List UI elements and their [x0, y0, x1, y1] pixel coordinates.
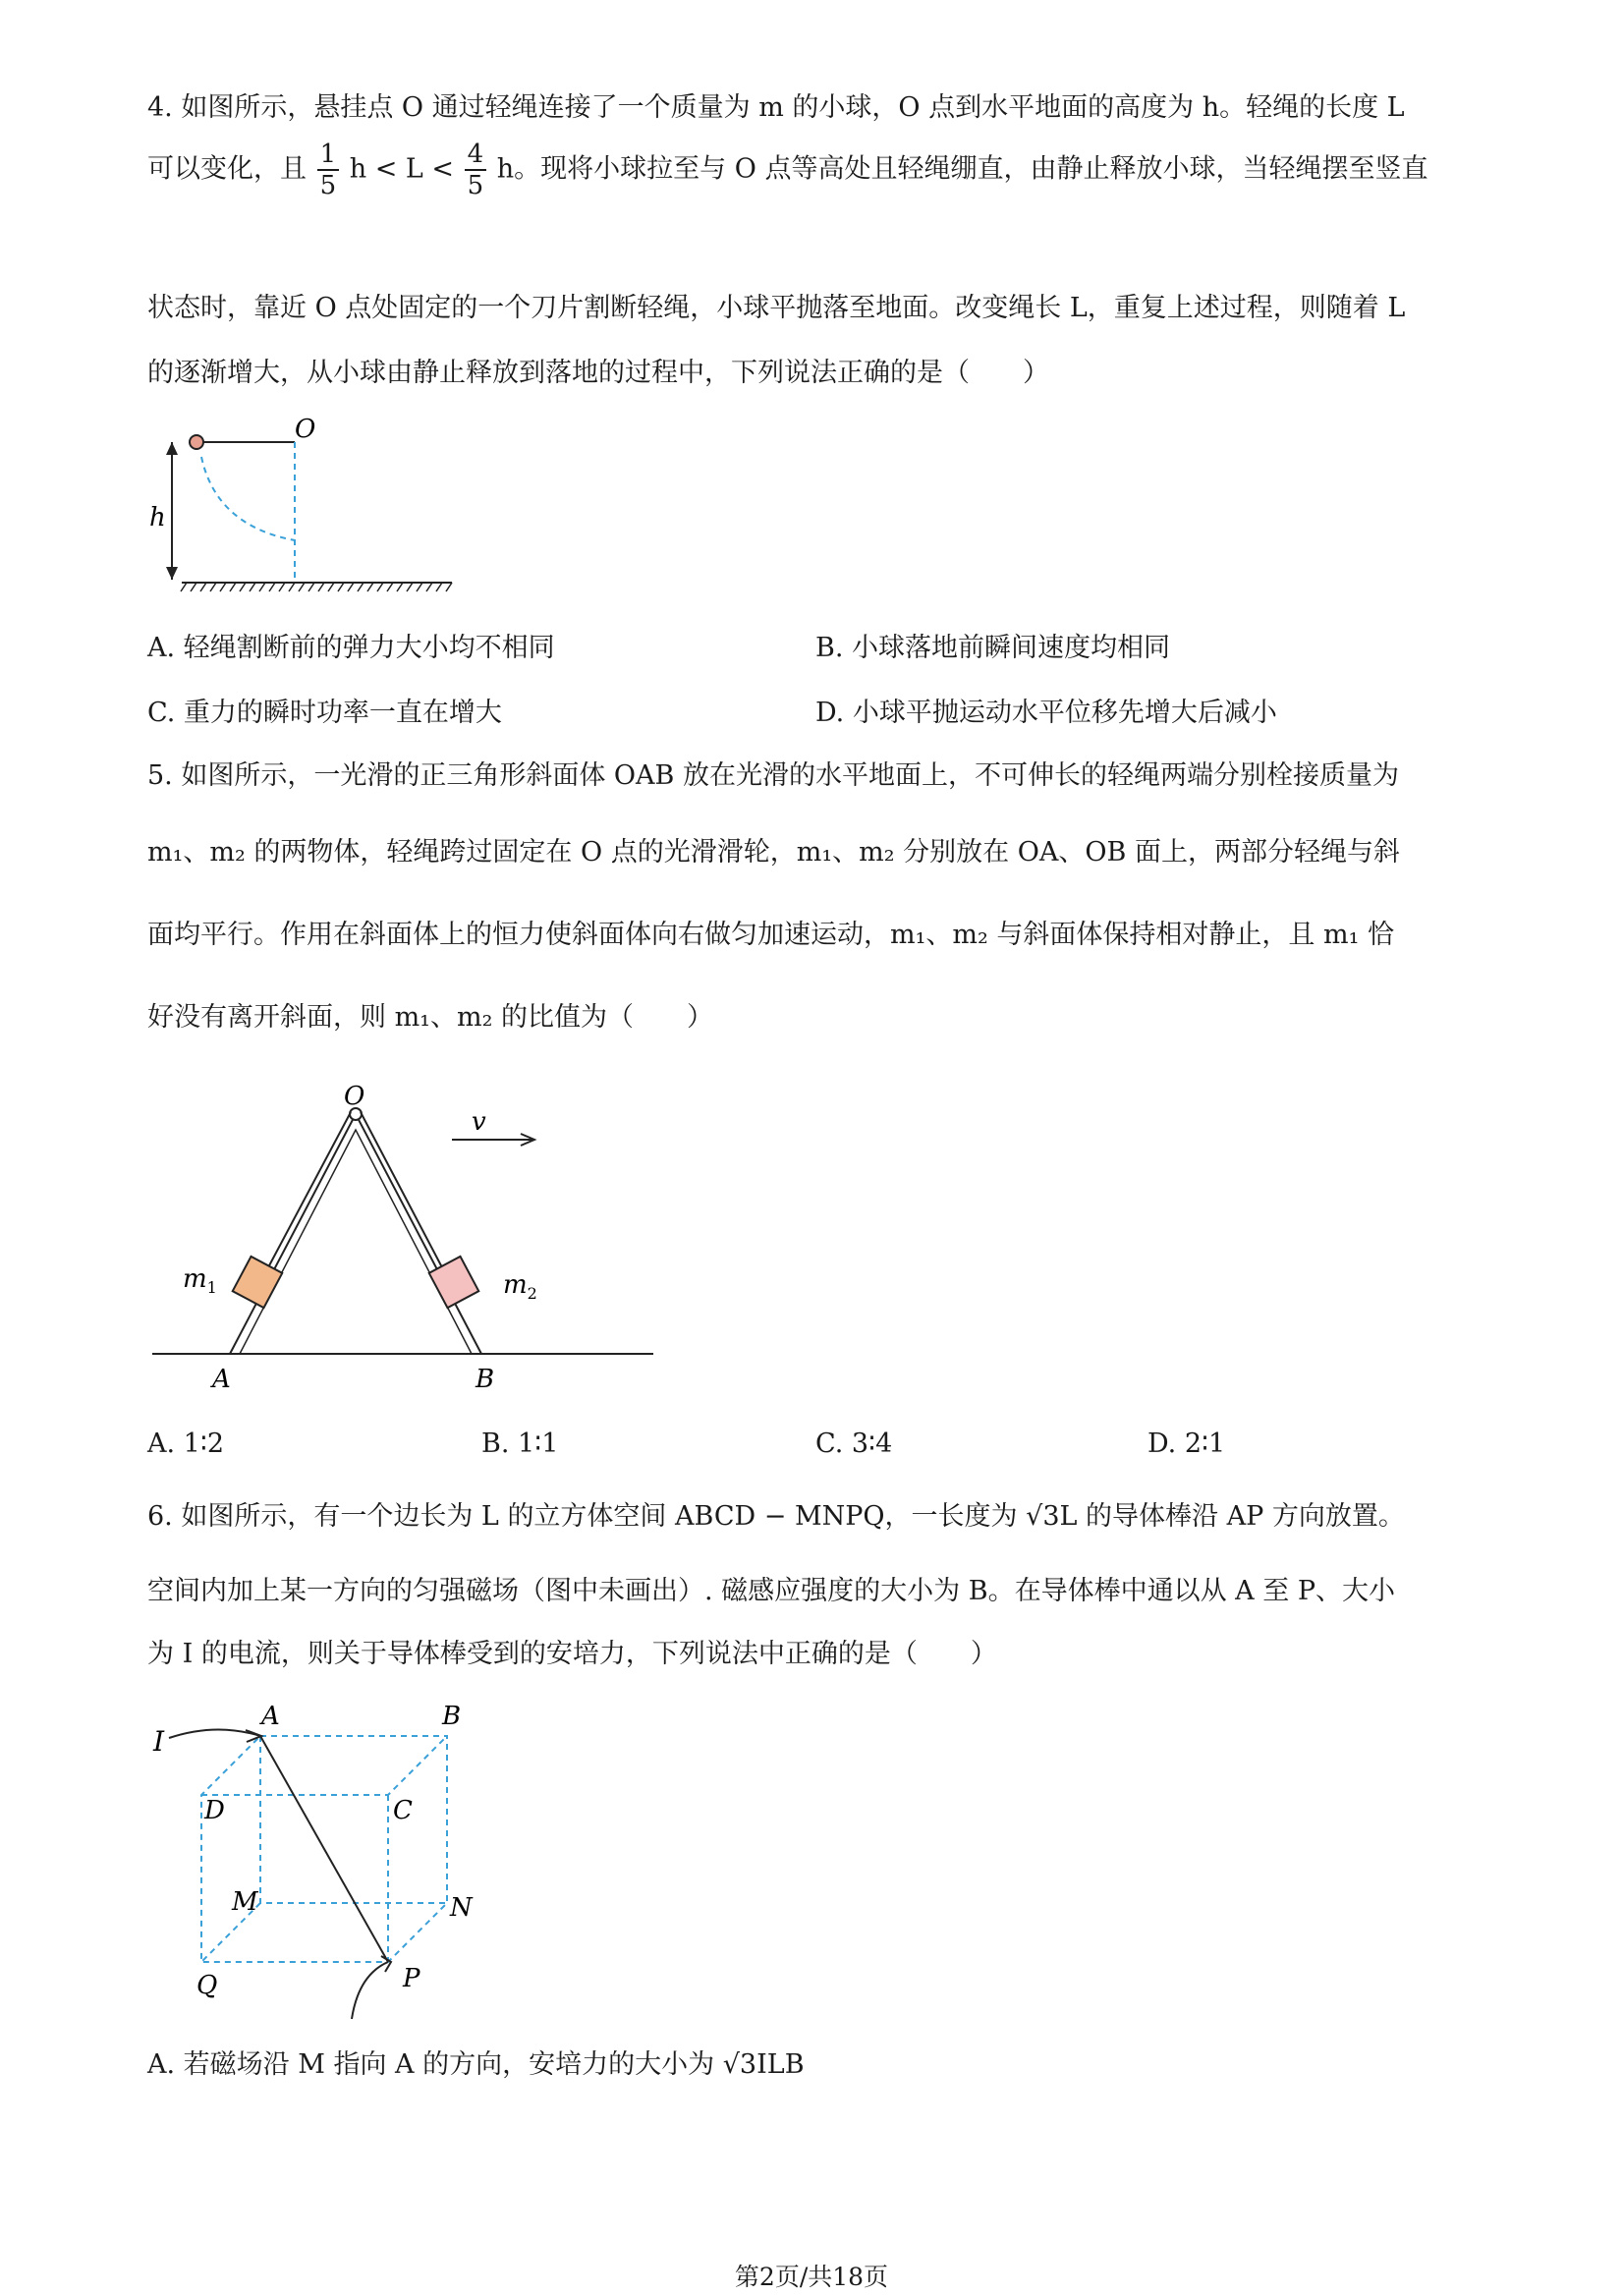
- q5-label-v: v: [472, 1107, 486, 1137]
- q4-pendulum-figure: [147, 418, 462, 594]
- q5-rope-left: [267, 1112, 351, 1269]
- q4-inequality-middle: h < L <: [349, 153, 455, 185]
- q4-option-c[interactable]: C. 重力的瞬时功率一直在增大: [147, 698, 502, 728]
- q5-block-m1: [233, 1257, 283, 1308]
- q5-label-a: A: [212, 1365, 231, 1394]
- q4-ground-hatch: [181, 583, 452, 591]
- q6-option-a[interactable]: A. 若磁场沿 M 指向 A 的方向，安培力的大小为 √3ILB: [147, 2049, 805, 2080]
- q4-line-3: 状态时，靠近 O 点处固定的一个刀片割断轻绳，小球平抛落至地面。改变绳长 L，重复上述过程，则随着 L: [147, 293, 1406, 323]
- q6-line-1: 6. 如图所示，有一个边长为 L 的立方体空间 ABCD − MNPQ，一长度为 √3L 的导体棒沿 AP 方向放置。: [147, 1501, 1405, 1532]
- q6-line-3: 为 I 的电流，则关于导体棒受到的安培力，下列说法中正确的是（ ）: [147, 1639, 997, 1669]
- q5-label-b: B: [476, 1365, 495, 1394]
- q4-fraction-1: $\frac{1}{5}$: [317, 140, 340, 200]
- q6-current-wire-out: [352, 1962, 388, 2019]
- q4-arrowhead-up: [166, 442, 178, 455]
- q6-label-c: C: [393, 1796, 413, 1825]
- q4-fraction-2: $\frac{4}{5}$: [465, 140, 487, 200]
- q5-block-m2: [429, 1257, 479, 1308]
- q6-label-q: Q: [196, 1971, 218, 2000]
- q4-arrowhead-down: [166, 567, 178, 580]
- q5-label-m1: $m_1$: [183, 1264, 217, 1297]
- q5-line-4: 好没有离开斜面，则 m₁、m₂ 的比值为（ ）: [147, 1002, 714, 1033]
- q4-label-o: O: [295, 418, 316, 444]
- q4-label-h: h: [149, 503, 166, 532]
- q5-line-2: m₁、m₂ 的两物体，轻绳跨过固定在 O 点的光滑滑轮，m₁、m₂ 分别放在 OA、OB 面上，两部分轻绳与斜: [147, 837, 1400, 868]
- q6-line-2: 空间内加上某一方向的匀强磁场（图中未画出）. 磁感应强度的大小为 B。在导体棒中通以从 A 至 P、大小: [147, 1576, 1395, 1606]
- q4-option-b[interactable]: B. 小球落地前瞬间速度均相同: [815, 633, 1171, 663]
- q6-label-a: A: [261, 1702, 280, 1731]
- q4-ball: [190, 435, 203, 449]
- q5-option-b[interactable]: B. 1∶1: [481, 1428, 559, 1459]
- q6-current-arrowhead: [246, 1730, 261, 1742]
- q5-rope-right: [361, 1112, 443, 1269]
- q6-label-m: M: [232, 1887, 258, 1917]
- page-footer: 第2页/共18页: [734, 2263, 889, 2291]
- q4-line-2-post: h。现将小球拉至与 O 点等高处且轻绳绷直，由静止释放小球，当轻绳摆至竖直: [496, 153, 1428, 185]
- q4-swing-arc: [201, 457, 295, 540]
- q4-option-a[interactable]: A. 轻绳割断前的弹力大小均不相同: [147, 633, 555, 663]
- q5-line-3: 面均平行。作用在斜面体上的恒力使斜面体向右做匀加速运动，m₁、m₂ 与斜面体保持相对静止，且 m₁ 恰: [147, 920, 1395, 950]
- q5-triangle-inner: [240, 1130, 472, 1354]
- q6-cube-figure: [147, 1695, 501, 2029]
- q4-line-1: 4. 如图所示，悬挂点 O 通过轻绳连接了一个质量为 m 的小球，O 点到水平地面的高度为 h。轻绳的长度 L: [147, 92, 1405, 123]
- q4-option-d[interactable]: D. 小球平抛运动水平位移先增大后减小: [815, 698, 1277, 728]
- q5-label-m2: $m_2$: [503, 1270, 537, 1303]
- q4-line-2: [147, 140, 1427, 200]
- q5-option-d[interactable]: D. 2∶1: [1147, 1428, 1226, 1459]
- q5-line-1: 5. 如图所示，一光滑的正三角形斜面体 OAB 放在光滑的水平地面上，不可伸长的轻绳两端分别栓接质量为: [147, 760, 1399, 791]
- q4-line-4: 的逐渐增大，从小球由静止释放到落地的过程中，下列说法正确的是（ ）: [147, 358, 1049, 388]
- q5-incline-figure: [147, 1073, 668, 1397]
- q5-option-a[interactable]: A. 1∶2: [147, 1428, 225, 1459]
- q6-label-i: I: [153, 1725, 165, 1758]
- q5-option-c[interactable]: C. 3∶4: [815, 1428, 893, 1459]
- q4-line-2-pre: 可以变化，且: [147, 153, 307, 185]
- q5-label-o: O: [344, 1082, 365, 1111]
- q6-label-b: B: [442, 1702, 462, 1731]
- q5-triangle-oab: [230, 1114, 481, 1354]
- q6-label-n: N: [450, 1893, 473, 1923]
- q6-label-d: D: [204, 1796, 225, 1825]
- q6-label-p: P: [403, 1964, 420, 1993]
- q6-conductor-rod-ap: [260, 1736, 388, 1962]
